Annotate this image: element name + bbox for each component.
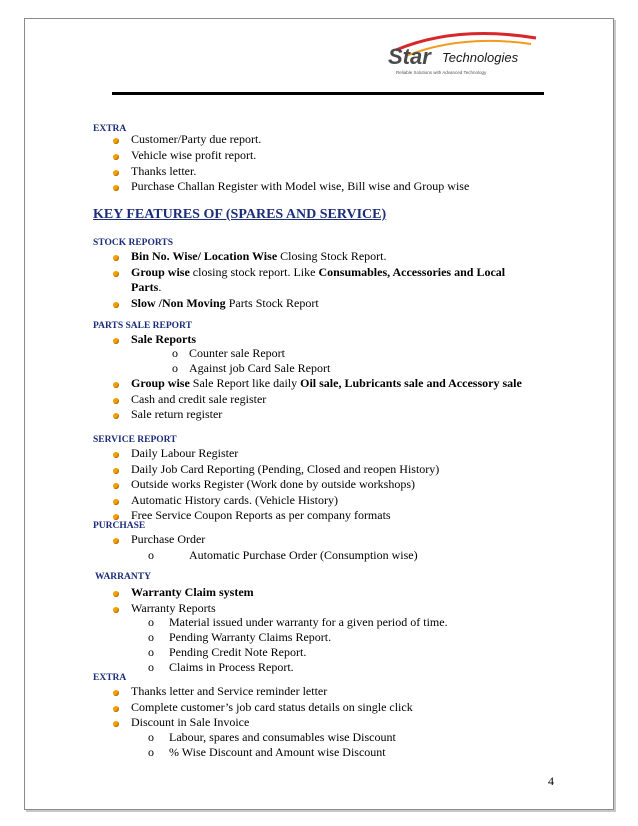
- list-item: Warranty Reports: [131, 601, 216, 615]
- sub-item: Pending Warranty Claims Report.: [169, 630, 332, 644]
- section-label-purchase: PURCHASE: [93, 521, 146, 531]
- sub-bullet: o: [148, 745, 154, 759]
- logo-technologies-text: Technologies: [442, 50, 519, 65]
- list-item: Vehicle wise profit report.: [131, 148, 257, 162]
- bullet-icon: [113, 499, 119, 505]
- sub-bullet: o: [148, 630, 154, 644]
- list-item: Bin No. Wise/ Location Wise Closing Stock Report.: [131, 249, 387, 263]
- bullet-icon: [113, 271, 119, 277]
- bullet-icon: [113, 483, 119, 489]
- list-item: Free Service Coupon Reports as per company formats: [131, 508, 391, 522]
- sub-item: Pending Credit Note Report.: [169, 645, 307, 659]
- sub-bullet: o: [172, 361, 178, 375]
- list-item: Purchase Challan Register with Model wise, Bill wise and Group wise: [131, 179, 470, 193]
- page-number: 4: [548, 774, 554, 788]
- bullet-icon: [113, 255, 119, 261]
- bullet-icon: [113, 398, 119, 404]
- header-rule: [112, 92, 544, 95]
- list-item: Slow /Non Moving Parts Stock Report: [131, 296, 319, 310]
- list-item: Group wise Sale Report like daily Oil sale, Lubricants sale and Accessory sale: [131, 376, 522, 390]
- section-label-parts-sale: PARTS SALE REPORT: [93, 321, 192, 331]
- company-logo: [366, 20, 546, 80]
- bullet-icon: [113, 538, 119, 544]
- bullet-icon: [113, 607, 119, 613]
- sub-bullet: o: [148, 548, 154, 562]
- list-item: Customer/Party due report.: [131, 132, 262, 146]
- sub-bullet: o: [148, 615, 154, 629]
- bullet-icon: [113, 154, 119, 160]
- list-item: Complete customer’s job card status details on single click: [131, 700, 413, 714]
- list-item: Daily Job Card Reporting (Pending, Closed and reopen History): [131, 462, 440, 476]
- bullet-icon: [113, 452, 119, 458]
- list-item: Thanks letter and Service reminder letter: [131, 684, 328, 698]
- key-features-heading: KEY FEATURES OF (SPARES AND SERVICE): [93, 207, 387, 222]
- sub-item: Claims in Process Report.: [169, 660, 294, 674]
- sub-item: % Wise Discount and Amount wise Discount: [169, 745, 386, 759]
- sub-bullet: o: [172, 346, 178, 360]
- sub-item: Material issued under warranty for a given period of time.: [169, 615, 448, 629]
- list-item: Cash and credit sale register: [131, 392, 267, 406]
- section-label-stock: STOCK REPORTS: [93, 238, 173, 248]
- list-item: Group wise closing stock report. Like Consumables, Accessories and Local: [131, 265, 506, 279]
- bullet-icon: [113, 413, 119, 419]
- list-item: Thanks letter.: [131, 164, 197, 178]
- sub-item: Labour, spares and consumables wise Discount: [169, 730, 396, 744]
- section-label-service: SERVICE REPORT: [93, 435, 177, 445]
- list-item: Automatic History cards. (Vehicle History): [131, 493, 338, 507]
- sub-bullet: o: [148, 645, 154, 659]
- sub-item: Automatic Purchase Order (Consumption wise): [189, 548, 418, 562]
- bullet-icon: [113, 138, 119, 144]
- bullet-icon: [113, 514, 119, 520]
- section-label-extra: EXTRA: [93, 124, 127, 134]
- bullet-icon: [113, 591, 119, 597]
- list-item: Discount in Sale Invoice: [131, 715, 250, 729]
- sub-bullet: o: [148, 730, 154, 744]
- bullet-icon: [113, 690, 119, 696]
- list-item: Purchase Order: [131, 532, 206, 546]
- list-item-continuation: Parts.: [131, 280, 162, 294]
- sub-item: Counter sale Report: [189, 346, 285, 360]
- bullet-icon: [113, 468, 119, 474]
- section-label-extra: EXTRA: [93, 673, 127, 683]
- logo-star-text: Star: [388, 44, 431, 69]
- bullet-icon: [113, 706, 119, 712]
- list-item: Daily Labour Register: [131, 446, 239, 460]
- list-item: Sale Reports: [131, 332, 196, 346]
- list-item: Sale return register: [131, 407, 223, 421]
- list-item: Outside works Register (Work done by outside workshops): [131, 477, 415, 491]
- sub-bullet: o: [148, 660, 154, 674]
- bullet-icon: [113, 185, 119, 191]
- bullet-icon: [113, 302, 119, 308]
- bullet-icon: [113, 721, 119, 727]
- bullet-icon: [113, 338, 119, 344]
- list-item: Warranty Claim system: [131, 585, 254, 599]
- sub-item: Against job Card Sale Report: [189, 361, 331, 375]
- bullet-icon: [113, 170, 119, 176]
- bullet-icon: [113, 382, 119, 388]
- section-label-warranty: WARRANTY: [95, 572, 151, 582]
- svg-text:Reliable Solutions with Advanc: Reliable Solutions with Advanced Technology: [396, 70, 487, 75]
